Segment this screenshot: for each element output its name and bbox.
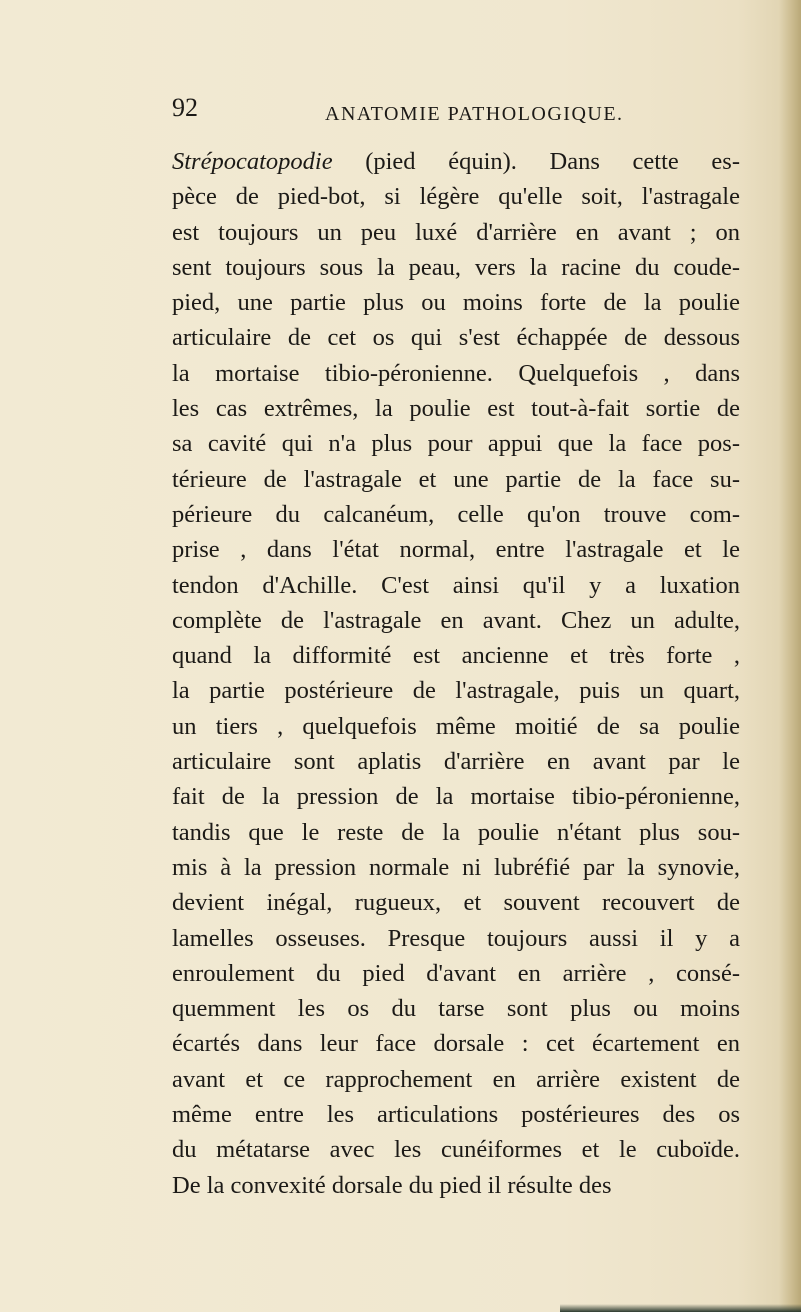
text-line: un tiers , quelquefois même moitié de sa poulie [172, 712, 740, 740]
text-line: avant et ce rapprochement en arrière existent de [172, 1065, 740, 1093]
text-line: sent toujours sous la peau, vers la racine du coude- [172, 253, 740, 281]
text-line: complète de l'astragale en avant. Chez un adulte, [172, 606, 740, 634]
text-line: quemment les os du tarse sont plus ou moins [172, 995, 740, 1023]
body-text [172, 144, 740, 1203]
text-line: pied, une partie plus ou moins forte de la poulie [172, 289, 740, 317]
text-line: périeure du calcanéum, celle qu'on trouve com- [172, 500, 740, 528]
text-line [172, 144, 740, 179]
page-edge-shadow [779, 0, 801, 1312]
text-line: tendon d'Achille. C'est ainsi qu'il y a luxation [172, 571, 740, 599]
text-line: articulaire de cet os qui s'est échappée de dessous [172, 324, 740, 352]
text-line: térieure de l'astragale et une partie de la face su- [172, 465, 740, 493]
text-line: écartés dans leur face dorsale : cet écartement en [172, 1030, 740, 1058]
page-number: 92 [172, 93, 198, 122]
text-line: prise , dans l'état normal, entre l'astragale et le [172, 536, 740, 564]
text-line: tandis que le reste de la poulie n'étant plus sou- [172, 818, 740, 846]
text-line: quand la difformité est ancienne et très forte , [172, 642, 740, 670]
text-line: enroulement du pied d'avant en arrière , consé- [172, 959, 740, 987]
page-header [120, 93, 740, 135]
text-line: les cas extrêmes, la poulie est tout-à-fait sortie de [172, 395, 740, 423]
text-line: devient inégal, rugueux, et souvent recouvert de [172, 889, 740, 917]
text-line: du métatarse avec les cunéiformes et le cuboïde. [172, 1136, 740, 1164]
text-line-rest: (pied équin). Dans cette es- [332, 148, 740, 175]
text-line: même entre les articulations postérieures des os [172, 1101, 740, 1129]
text-line: la mortaise tibio-péronienne. Quelquefois , dans [172, 359, 740, 387]
text-line: est toujours un peu luxé d'arrière en avant ; on [172, 218, 740, 246]
text-line: articulaire sont aplatis d'arrière en avant par le [172, 748, 740, 776]
text-line: lamelles osseuses. Presque toujours aussi il y a [172, 924, 740, 952]
text-line: fait de la pression de la mortaise tibio-péronienne, [172, 783, 740, 811]
text-line: pèce de pied-bot, si légère qu'elle soit, l'astragale [172, 183, 740, 211]
running-head: ANATOMIE PATHOLOGIQUE. [325, 103, 624, 125]
text-line: sa cavité qui n'a plus pour appui que la face pos- [172, 430, 740, 458]
italic-term: Strépocatopodie [172, 148, 333, 175]
page-bottom-shadow [560, 1304, 801, 1312]
text-line: De la convexité dorsale du pied il résulte des [172, 1171, 612, 1199]
text-line: la partie postérieure de l'astragale, puis un quart, [172, 677, 740, 705]
text-line: mis à la pression normale ni lubréfié par la synovie, [172, 853, 740, 881]
